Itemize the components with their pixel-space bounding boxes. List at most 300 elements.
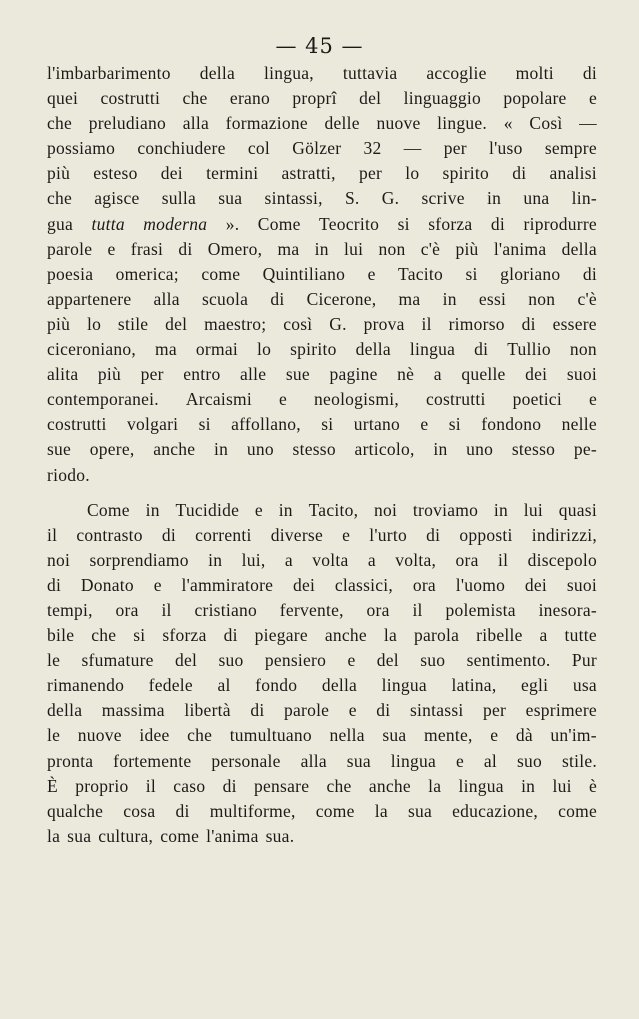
word: ». [225, 213, 240, 234]
word: in [314, 238, 329, 259]
word: Gölzer [292, 138, 342, 159]
word: discepolo [527, 549, 597, 570]
word: spirito [442, 163, 490, 184]
word: per [483, 700, 507, 721]
text-line [47, 799, 597, 824]
word: parola [413, 625, 460, 646]
word: Cicerone, [306, 288, 377, 309]
word: più [47, 313, 71, 334]
word: in [493, 499, 508, 520]
word: inesora- [538, 599, 597, 620]
word: Tucidide [175, 499, 240, 520]
word: lui [344, 238, 364, 259]
word: di [426, 524, 441, 545]
word: Omero, [207, 238, 263, 259]
word: contrasto [76, 524, 143, 545]
word: diverse [270, 524, 323, 545]
word: Come [87, 499, 130, 520]
word: il [47, 524, 58, 545]
word: ormai [195, 339, 238, 360]
word: ciceroniano, [47, 339, 136, 360]
page-number: — 45 — [275, 34, 364, 58]
word: piegare [254, 625, 308, 646]
word: tutte [564, 625, 597, 646]
word: « [503, 113, 513, 134]
word: del [376, 650, 399, 671]
word: lui, [241, 549, 266, 570]
word: l'ammiratore [181, 574, 274, 595]
word: di [474, 339, 489, 360]
word: caso [173, 775, 206, 796]
word: di [161, 524, 177, 545]
word: dei [525, 364, 548, 385]
word: dà [515, 725, 533, 746]
text-line [47, 212, 597, 237]
word: anche [368, 775, 411, 796]
word: pe- [573, 439, 597, 460]
word: il [145, 775, 156, 796]
word: spirito [290, 339, 337, 360]
word: omerica; [115, 263, 179, 284]
word: ora [366, 599, 390, 620]
body-text [47, 61, 597, 849]
word: uno [466, 439, 494, 460]
text-line [47, 749, 597, 774]
word: e [153, 574, 162, 595]
word: di [222, 775, 237, 796]
text-line [47, 498, 597, 523]
word: c'è [577, 288, 597, 309]
word: suo [420, 650, 446, 671]
word: sempre [544, 138, 597, 159]
word: Tacito, [308, 499, 359, 520]
word: volta, [395, 549, 437, 570]
word: egli [521, 675, 549, 696]
word: della [321, 675, 358, 696]
word: libertà [184, 700, 231, 721]
text-line [47, 623, 597, 648]
word: non [569, 339, 597, 360]
word: opposti [459, 524, 513, 545]
word: e [588, 88, 597, 109]
word: lingua [381, 675, 427, 696]
word: della [47, 700, 83, 721]
word: di [521, 313, 536, 334]
word: e [107, 238, 116, 259]
word: Teocrito [319, 213, 380, 234]
word: moderna [143, 213, 208, 234]
word: pronta [47, 750, 94, 771]
word: l'anima [493, 238, 547, 259]
word: di [178, 238, 193, 259]
word: troviamo [412, 499, 479, 520]
word: sue [47, 439, 72, 460]
text-line [47, 237, 597, 262]
word: classici, [334, 574, 394, 595]
word: essere [552, 313, 597, 334]
word: suo [218, 650, 244, 671]
word: gloriano [500, 263, 561, 284]
word: come [201, 263, 241, 284]
word: lin- [571, 188, 597, 209]
word: sua [382, 725, 407, 746]
word: e [455, 750, 464, 771]
text-line [47, 337, 597, 362]
word: lingua [409, 339, 456, 360]
word: in [487, 188, 502, 209]
word: come [160, 825, 200, 846]
word: Tullio [507, 339, 551, 360]
word: l'urto [369, 524, 407, 545]
word: appartenere [47, 288, 132, 309]
word: stesso [511, 439, 556, 460]
word: scrive [421, 188, 465, 209]
word: ma [398, 288, 421, 309]
word: proprio [75, 775, 129, 796]
word: astratti, [281, 163, 336, 184]
word: frasi [130, 238, 164, 259]
text-line [47, 463, 597, 488]
word: uno [246, 439, 274, 460]
word: si [198, 414, 211, 435]
text-line [47, 287, 597, 312]
word: poesia [47, 263, 94, 284]
word: in [433, 439, 448, 460]
text-line [47, 523, 597, 548]
word: e [588, 389, 597, 410]
word: fortemente [113, 750, 192, 771]
word: G. [381, 188, 400, 209]
word: così [283, 313, 313, 334]
word: di [376, 700, 391, 721]
word: suoi [566, 364, 597, 385]
word: volgari [126, 414, 179, 435]
word: personale [211, 750, 281, 771]
word: alla [300, 750, 327, 771]
word: Quintiliano [262, 263, 346, 284]
word: la [47, 825, 61, 846]
word: Pur [571, 650, 597, 671]
text-line [47, 648, 597, 673]
word: agisce [94, 188, 140, 209]
word: per [358, 163, 383, 184]
word: di [250, 700, 265, 721]
word: sulla [161, 188, 197, 209]
word: di [175, 800, 190, 821]
word: lingua [390, 750, 437, 771]
word: ora [115, 599, 139, 620]
word: correnti [195, 524, 252, 545]
word: non [378, 238, 406, 259]
word: formazione [225, 113, 308, 134]
word: termini [206, 163, 259, 184]
word: e [420, 414, 429, 435]
word: riodo. [47, 464, 90, 485]
word: popolare [503, 88, 567, 109]
word: c'è [420, 238, 441, 259]
text-line [47, 111, 597, 136]
word: urtano [353, 414, 400, 435]
paragraph-1 [47, 61, 597, 488]
word: neologismi, [314, 389, 399, 410]
word: la [374, 800, 388, 821]
word: più [47, 163, 71, 184]
word: cosa [123, 800, 156, 821]
word: dei [160, 163, 183, 184]
word: l'uso [489, 138, 523, 159]
word: nè [397, 364, 415, 385]
word: lo [405, 163, 420, 184]
text-line [47, 262, 597, 287]
word: alla [153, 288, 180, 309]
text-line [47, 573, 597, 598]
word: educazione, [452, 800, 538, 821]
word: sua. [265, 825, 295, 846]
word: sua [67, 825, 92, 846]
word: pensare [254, 775, 310, 796]
word: esprimere [525, 700, 597, 721]
text-line [47, 698, 597, 723]
word: e [347, 650, 356, 671]
word: le [47, 725, 61, 746]
word: noi [373, 499, 398, 520]
word: ma [277, 238, 300, 259]
word: noi [47, 549, 71, 570]
word: al [483, 750, 498, 771]
word: si [448, 414, 461, 435]
word: lingue. [437, 113, 488, 134]
word: quasi [558, 499, 597, 520]
word: più [97, 364, 122, 385]
word: fondono [481, 414, 542, 435]
word: volta [312, 549, 349, 570]
word: lo [86, 313, 102, 334]
word: linguaggio [403, 88, 481, 109]
word: nuove [376, 113, 421, 134]
word: gua [47, 213, 74, 234]
word: ribelle [476, 625, 523, 646]
word: lui [552, 775, 572, 796]
word: ora [412, 574, 436, 595]
text-line [47, 61, 597, 86]
word: alla [182, 113, 209, 134]
word: delle [324, 113, 360, 134]
word: Tacito [398, 263, 444, 284]
word: di [582, 63, 597, 83]
text-line [47, 86, 597, 111]
word: parole [283, 700, 330, 721]
paragraph-2 [47, 498, 597, 849]
word: per [443, 138, 467, 159]
word: di [582, 263, 597, 284]
word: G. [329, 313, 347, 334]
word: erano [229, 88, 271, 109]
word: si [133, 625, 146, 646]
word: l'anima [206, 825, 259, 846]
text-line [47, 412, 597, 437]
word: di [47, 574, 62, 595]
text-line [47, 362, 597, 387]
word: tempi, [47, 599, 93, 620]
word: esteso [93, 163, 138, 184]
word: al [217, 675, 231, 696]
word: indirizzi, [531, 524, 597, 545]
word: le [47, 650, 61, 671]
word: si [465, 263, 478, 284]
word: che [326, 775, 352, 796]
word: 32 [363, 138, 382, 159]
word: che [187, 725, 213, 746]
word: una [523, 188, 550, 209]
word: il [161, 599, 172, 620]
word: un'im- [550, 725, 597, 746]
text-line [47, 161, 597, 186]
word: costrutti [425, 389, 486, 410]
text-line [47, 824, 597, 849]
word: rimanendo [47, 675, 125, 696]
word: scuola [201, 288, 249, 309]
word: ma [155, 339, 177, 360]
word: costrutti [47, 414, 107, 435]
word: per [140, 364, 164, 385]
word: del [165, 313, 188, 334]
word: l'uomo [455, 574, 506, 595]
word: — [403, 138, 422, 159]
word: fedele [148, 675, 193, 696]
word: dei [524, 574, 548, 595]
word: tuttavia [342, 63, 398, 83]
word: proprî [292, 88, 337, 109]
word: della [355, 339, 391, 360]
word: in [208, 549, 223, 570]
word: della [561, 238, 597, 259]
word: parole [47, 238, 93, 259]
word: e [254, 499, 263, 520]
word: il [421, 313, 432, 334]
word: sintassi [409, 700, 464, 721]
word: fondo [255, 675, 298, 696]
word: si [397, 213, 410, 234]
word: quei [47, 88, 79, 109]
word: sua [407, 800, 433, 821]
text-line [47, 723, 597, 748]
word: fervente, [279, 599, 344, 620]
word: sua [218, 188, 243, 209]
word: col [247, 138, 270, 159]
word: latina, [451, 675, 497, 696]
word: riprodurre [523, 213, 597, 234]
word: preludiano [88, 113, 167, 134]
word: che [182, 88, 208, 109]
word: articolo, [354, 439, 415, 460]
word: tumultuano [229, 725, 312, 746]
text-line [47, 136, 597, 161]
word: bile [47, 625, 75, 646]
word: analisi [549, 163, 597, 184]
word: a [539, 625, 548, 646]
word: e [279, 389, 288, 410]
text-line [47, 387, 597, 412]
word: opere, [89, 439, 135, 460]
word: affollano, [231, 414, 301, 435]
word: la [383, 625, 397, 646]
word: accoglie [426, 63, 487, 83]
word: costrutti [100, 88, 161, 109]
word: Donato [80, 574, 134, 595]
word: Come [257, 213, 301, 234]
word: sforza [428, 213, 473, 234]
word: anche [324, 625, 367, 646]
word: e [348, 700, 357, 721]
word: la [428, 775, 442, 796]
word: di [270, 288, 285, 309]
word: multiforme, [209, 800, 296, 821]
word: il [412, 599, 423, 620]
word: di [223, 625, 238, 646]
word: non [528, 288, 556, 309]
word: conchiudere [137, 138, 226, 159]
word: in [442, 288, 457, 309]
word: in [145, 499, 160, 520]
word: È [47, 775, 58, 796]
text-line [47, 548, 597, 573]
word: nuove [77, 725, 122, 746]
word: dei [292, 574, 316, 595]
word: del [175, 650, 198, 671]
word: e [367, 263, 376, 284]
word: l'imbarbarimento [47, 63, 171, 83]
word: maestro; [204, 313, 267, 334]
word: in [521, 775, 536, 796]
word: stile. [561, 750, 597, 771]
word: della [199, 63, 236, 83]
word: anche [153, 439, 196, 460]
word: suoi [566, 574, 597, 595]
word: qualche [47, 800, 104, 821]
word: più [455, 238, 479, 259]
text-line [47, 673, 597, 698]
word: pagine [329, 364, 378, 385]
text-line [47, 186, 597, 211]
word: massima [101, 700, 165, 721]
word: tutta [91, 213, 125, 234]
word: a [433, 364, 442, 385]
word: mente, [423, 725, 473, 746]
word: sentimento. [466, 650, 551, 671]
word: e [490, 725, 499, 746]
word: il [498, 549, 509, 570]
word: che [47, 113, 73, 134]
word: ora [455, 549, 479, 570]
word: stile [117, 313, 149, 334]
word: come [315, 800, 355, 821]
word: cultura, [98, 825, 154, 846]
word: usa [572, 675, 597, 696]
word: polemista [445, 599, 516, 620]
word: molti [515, 63, 554, 83]
word: del [359, 88, 382, 109]
word: idee [139, 725, 170, 746]
word: pensiero [264, 650, 327, 671]
word: che [91, 625, 117, 646]
word: sforza [162, 625, 207, 646]
word: possiamo [47, 138, 116, 159]
word: stesso [292, 439, 336, 460]
word: nelle [561, 414, 597, 435]
word: sintassi, [264, 188, 323, 209]
word: e [342, 524, 351, 545]
word: poetici [512, 389, 562, 410]
